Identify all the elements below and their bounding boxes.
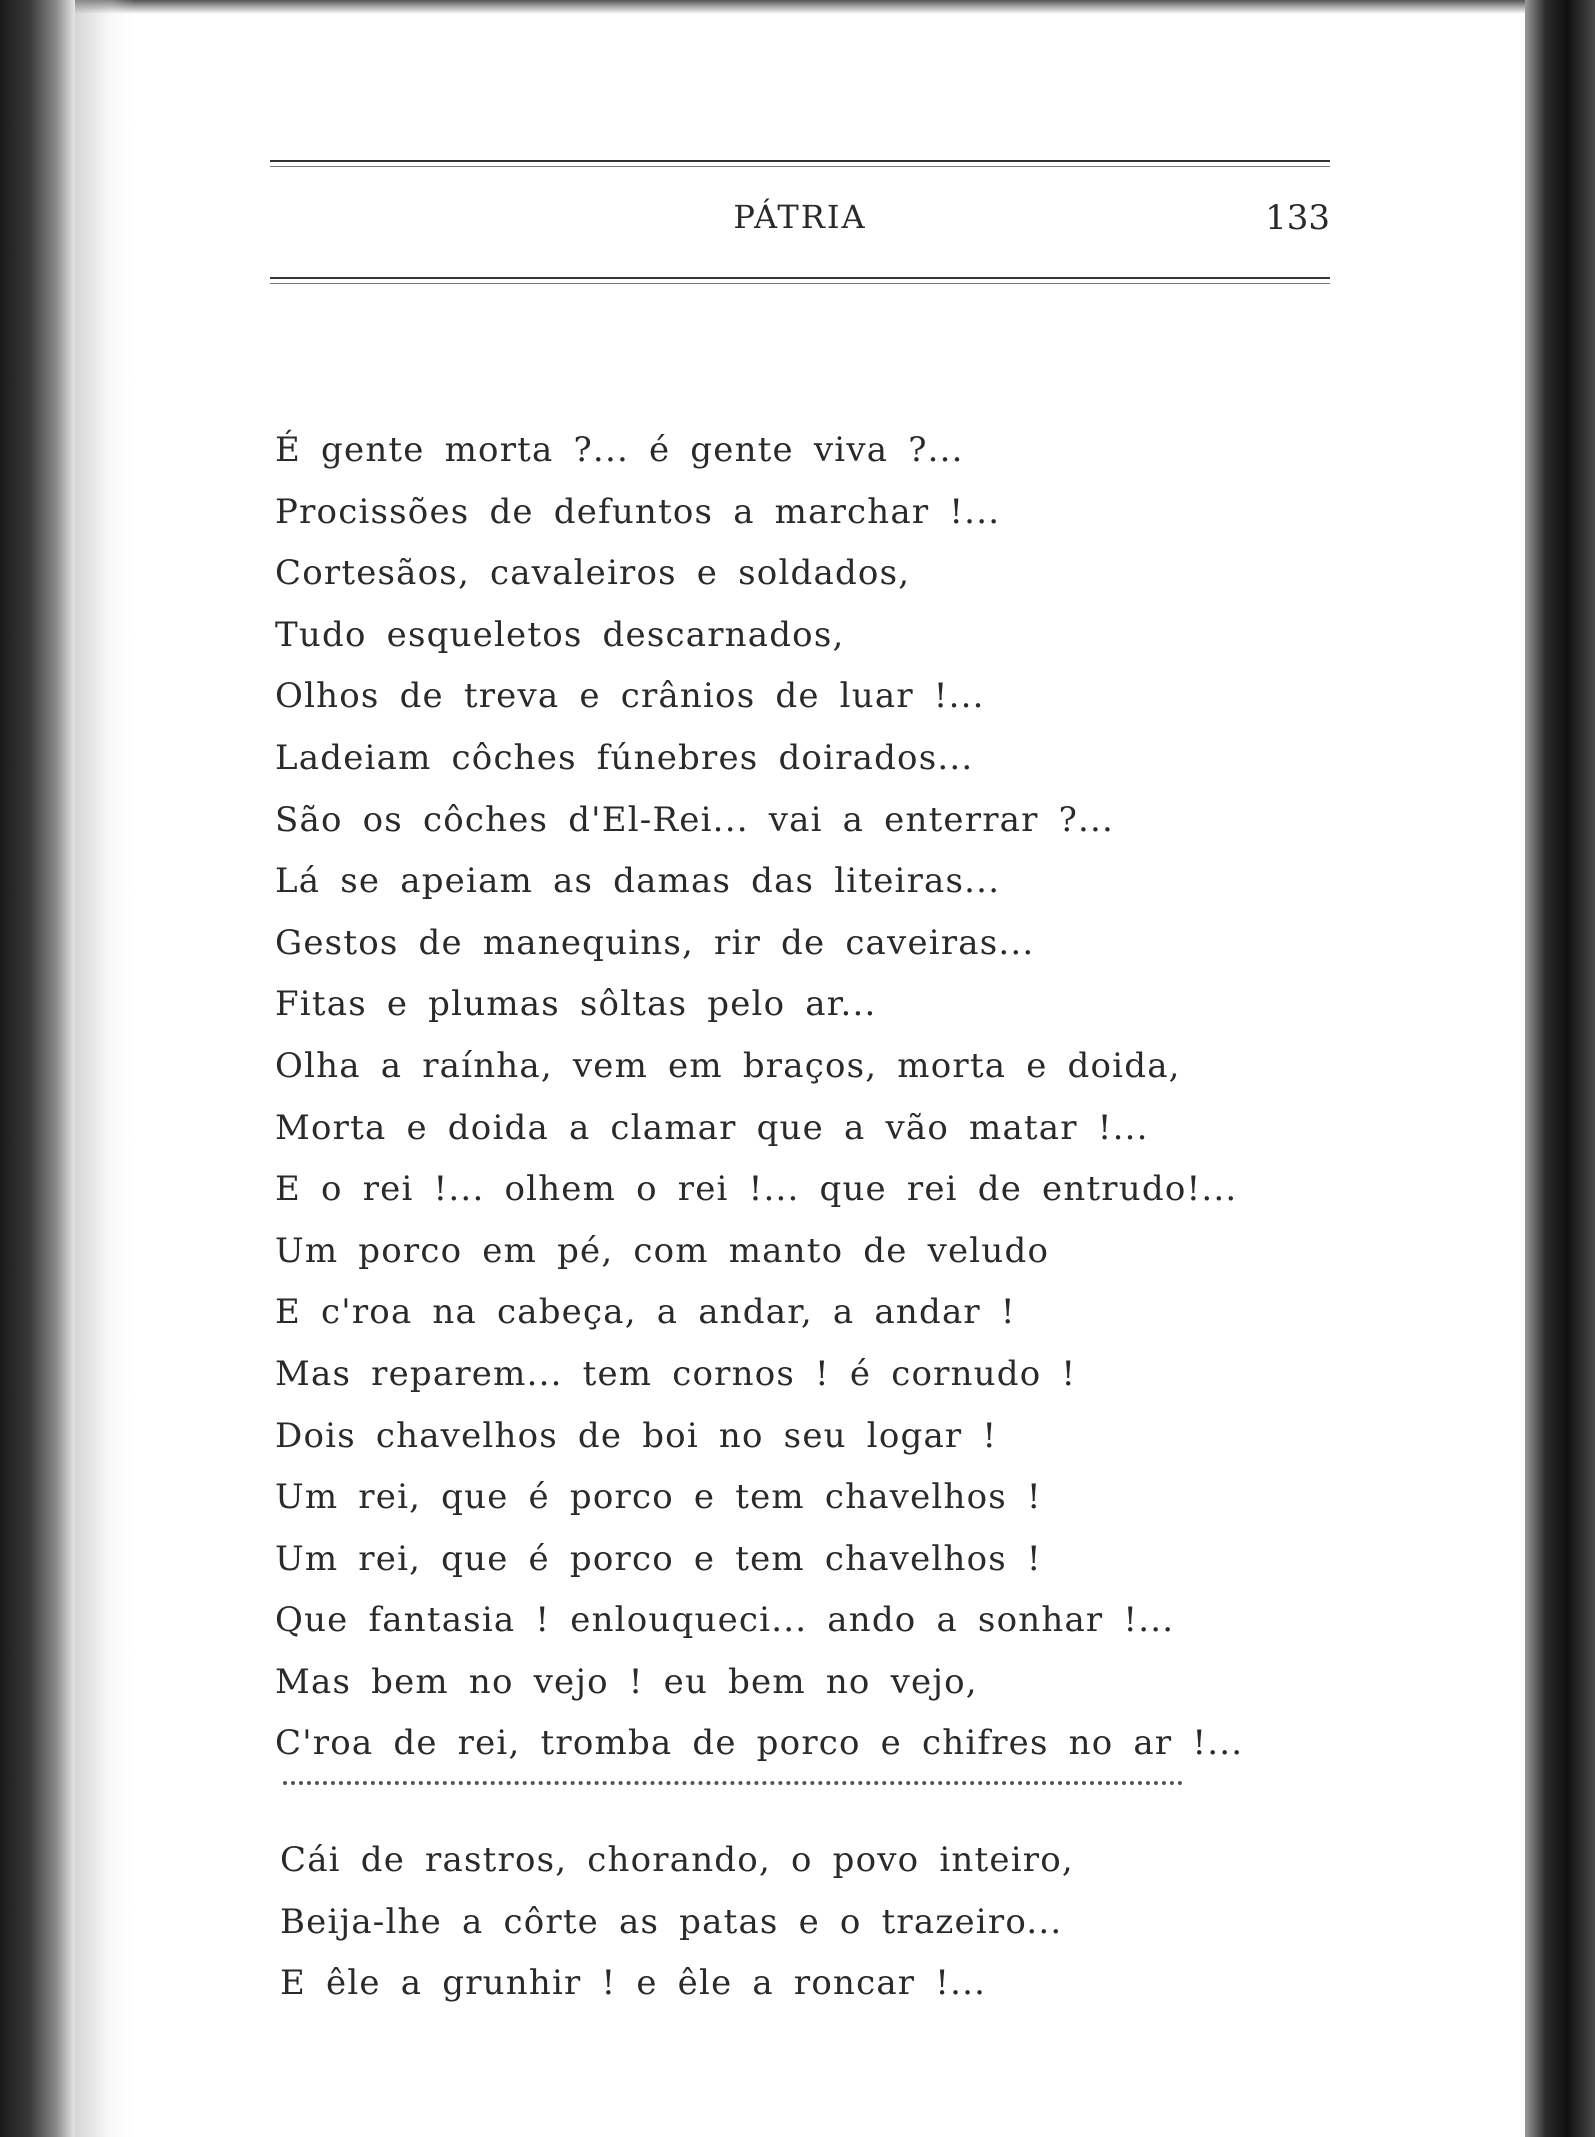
poem-line: C'roa de rei, tromba de porco e chifres no ar !... xyxy=(275,1723,1244,1764)
poem-line: Que fantasia ! enlouqueci... ando a sonhar !... xyxy=(275,1600,1175,1641)
poem-line: Cái de rastros, chorando, o povo inteiro, xyxy=(280,1840,1074,1880)
header-rule-bottom xyxy=(270,277,1330,279)
poem-line: Tudo esqueletos descarnados, xyxy=(275,614,845,655)
dotted-separator xyxy=(283,1781,1183,1791)
poem-stanza-two xyxy=(280,1830,1230,2015)
poem-line: É gente morta ?... é gente viva ?... xyxy=(275,430,964,470)
page-number: 133 xyxy=(1265,198,1330,238)
poem-line: E c'roa na cabeça, a andar, a andar ! xyxy=(275,1292,1016,1333)
poem-line: Cortesãos, cavaleiros e soldados, xyxy=(275,553,911,594)
poem-line: Um rei, que é porco e tem chavelhos ! xyxy=(275,1538,1042,1579)
poem-line: Morta e doida a clamar que a vão matar !... xyxy=(275,1107,1149,1148)
poem-line: Lá se apeiam as damas das liteiras... xyxy=(275,861,1001,902)
poem-line: São os côches d'El-Rei... vai a enterrar ?... xyxy=(275,799,1115,840)
poem-line: Olha a raínha, vem em braços, morta e doida, xyxy=(275,1045,1181,1086)
poem-line: Beija-lhe a côrte as patas e o trazeiro... xyxy=(280,1901,1063,1942)
poem-line: Olhos de treva e crânios de luar !... xyxy=(275,676,985,717)
poem-line: E o rei !... olhem o rei !... que rei de entrudo!... xyxy=(275,1169,1238,1210)
page-top-edge xyxy=(0,0,1595,14)
poem-line: Um rei, que é porco e tem chavelhos ! xyxy=(275,1477,1042,1518)
poem-line: Ladeiam côches fúnebres doirados... xyxy=(275,737,974,778)
poem-line: Um porco em pé, com manto de veludo xyxy=(275,1230,1050,1271)
poem-line: Fitas e plumas sôltas pelo ar... xyxy=(275,984,877,1025)
poem-line: Gestos de manequins, rir de caveiras... xyxy=(275,922,1035,963)
header-rule-top xyxy=(270,160,1330,162)
poem-line: Procissões de defuntos a marchar !... xyxy=(275,491,1001,532)
book-binding-left-edge xyxy=(0,0,75,2137)
page-right-edge xyxy=(1525,0,1595,2137)
poem-line: Mas bem no vejo ! eu bem no vejo, xyxy=(275,1661,978,1702)
poem-line: Mas reparem... tem cornos ! é cornudo ! xyxy=(275,1353,1077,1394)
page-shadow-left xyxy=(75,0,135,2137)
running-title: PÁTRIA xyxy=(733,198,867,236)
poem-line: E êle a grunhir ! e êle a roncar !... xyxy=(280,1963,987,2004)
poem-stanza-one xyxy=(275,420,1244,1775)
poem-line: Dois chavelhos de boi no seu logar ! xyxy=(275,1415,998,1456)
